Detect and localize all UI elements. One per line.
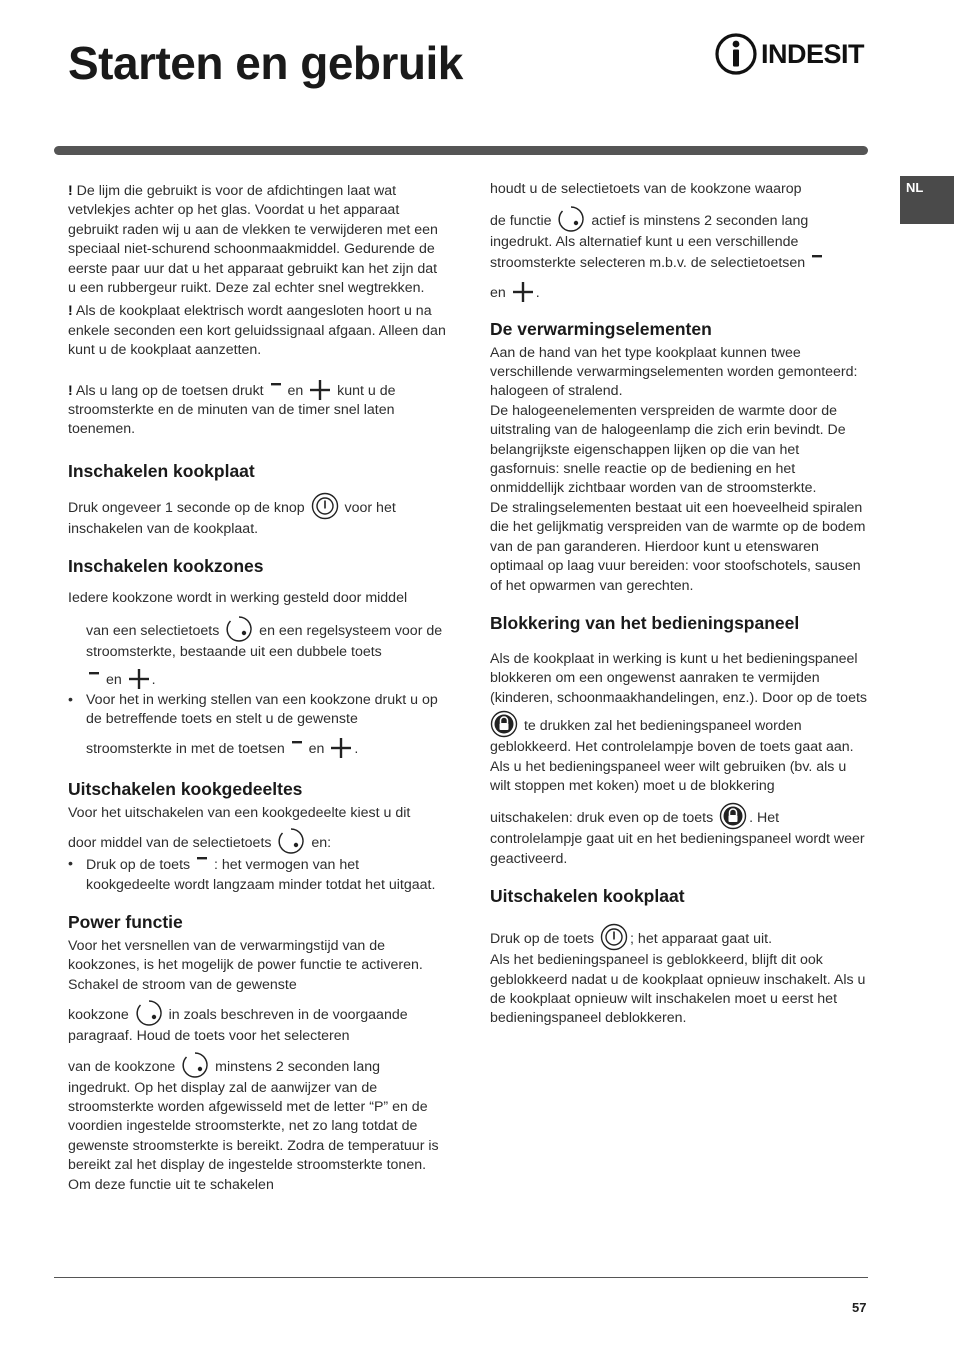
warning-mark: ! [68,303,73,320]
minus-icon [88,670,100,690]
zone-select-icon [225,615,253,643]
page-number: 57 [852,1300,867,1315]
warning-glue: ! De lijm die gebruikt is voor de afdichtingen laat wat vetvlekjes achter op het glas. Voordat u het apparaat gebruikt raden wij u aan de vlekken te verwijderen met een speciaal niet-schurend schoonmaakmiddel. Gedurende de eerste paar uur dat u het apparaat gebruikt kan het zijn dat u een rubbergeur ruikt. Deze zal echter snel wegtrekken. [68,183,438,297]
indesit-logo-icon [714,32,758,76]
section-title: Inschakelen kookplaat [68,460,255,481]
plus-icon [128,668,150,690]
plus-icon [309,379,331,401]
section-title: Uitschakelen kookplaat [490,886,685,907]
minus-icon [811,253,823,273]
warning-mark: ! [68,382,73,399]
zone-select-icon [557,205,585,233]
zone-select-icon [277,827,305,855]
header-rule [54,146,868,155]
lock-icon [719,802,747,830]
list-item: • Druk op de toets : het vermogen van het kookgedeelte wordt langzaam minder totdat het uitgaat. [68,856,436,893]
minus-icon [196,855,208,875]
page-title: Starten en gebruik [68,37,463,89]
list-item: • Voor het in werking stellen van een kookzone drukt u op de betreffende toets en stelt u de gewenste stroomsterkte in met de toetsen en . [68,691,438,758]
minus-icon [291,739,303,759]
plus-icon [330,737,352,759]
minus-icon [270,381,282,401]
section-title: Uitschakelen kookgedeeltes [68,778,303,799]
brand-name: INDESIT [761,38,865,69]
brand-logo [714,32,864,76]
section-title: Power functie [68,911,183,932]
power-button-icon [600,923,628,951]
warning-hold-keys: ! Als u lang op de toetsen drukt en kunt u de stroomsterkte en de minuten van de timer snel laten toenemen. [68,379,446,440]
power-button-icon [311,492,339,520]
section-title: De verwarmingselementen [490,318,712,339]
section-title: Blokkering van het bedieningspaneel [490,612,800,633]
left-column: ! De lijm die gebruikt is voor de afdichtingen laat wat vetvlekjes achter op het glas. Voordat u het apparaat gebruikt raden wij u aan de vlekken te verwijderen met een speciaal niet-schurend schoonmaakmiddel. Gedurende de eerste paar uur dat u het apparaat gebruikt kan het zijn dat u een rubbergeur ruikt. Deze zal echter snel wegtrekken. ! Als de kookplaat elektrisch wordt aangesloten hoort u na enkele seconden een kort geluidssignaal afgaan. Alleen dan kunt u de kookplaat aanzetten. ! Als u lang op de toetsen drukt en kunt u de stroomsterkte en de minuten van de timer snel laten toenemen. Inschakelen kookplaat Druk ongeveer 1 seconde op de knop voor het inschakelen van de kookplaat. Inschakelen kookzones Iedere kookzone wordt in werking gesteld door middel van een selectietoets en een regelsysteem voor de stroomsterkte, bestaande uit een dubbele toets en . • Voor het in werking stellen van een kookzone drukt u op de betreffende toets en stelt u de gewenste stroomsterkte in met de toetsen en . Uitschakelen kookgedeeltes Voor het uitschakelen van een kookgedeelte kiest u dit door middel van de selectietoets en: • Druk op de toets : het vermogen van het kookgedeelte wordt langzaam minder totdat het uitgaat. Power functie Voor het versnellen van de verwarmingstijd van de kookzones, is het mogelijk de power functie te activeren. Schakel de stroom van de gewenste kookzone in zoals beschreven in de voorgaande paragraaf. Houd de toets voor het selecteren van de kookzone minstens 2 seconden lang ingedrukt. Op het display zal de aanwijzer van de stroomsterkte worden afgewisseld met de letter “P” en de voordien ingestelde stroomsterkte, net zo lang totdat de gewenste stroomsterkte is bereikt. Zodra de temperatuur is bereikt zal het display de ingestelde stroomsterkte tonen. Om deze functie uit te schakelen [68,183,446,1193]
lock-icon [490,710,518,738]
section-title: Inschakelen kookzones [68,556,264,577]
plus-icon [512,281,534,303]
footer-rule [54,1277,868,1278]
language-tab: NL [900,176,954,224]
zone-select-icon [135,999,163,1027]
zone-select-icon [181,1051,209,1079]
right-column: houdt u de selectietoets van de kookzone waarop de functie actief is minstens 2 seconden lang ingedrukt. Als alternatief kunt u een verschillende stroomsterkte selecteren m.b.v. de selectietoetsen en . De verwarmingselementen Aan de hand van het type kookplaat kunnen twee verschillende verwarmingselementen worden gemonteerd: halogeen of stralend. De halogeenelementen verspreiden de warmte door de uitstraling van de halogeenlamp die zich erin bevindt. De belangrijkste eigenschappen lijken op die van het gasfornuis: snelle reactie op de bediening en het onmiddellijk zichtbaar worden van de stroomsterkte. De stralingselementen bestaat uit een hoeveelheid spiralen die het gelijkmatig verspreiden van de warmte op de bodem van de pan garanderen. Hierdoor kunt u etenswaren optimaal op laag vuur bereiden: voor stoofschotels, sausen of het opwarmen van gerechten. Blokkering van het bedieningspaneel Als de kookplaat in werking is kunt u het bedieningspaneel blokkeren om een ongewenst aanraken te vermijden (kinderen, schoonmaakhandelingen, enz.). Door op de toets te drukken zal het bedieningspaneel worden geblokkeerd. Het controlelampje boven de toets gaat aan. Als u het bedieningspaneel weer wilt gebruiken (bv. als u wilt stoppen met koken) moet u de blokkering uitschakelen: druk even op de toets . Het controlelampje gaat uit en het bedieningspaneel wordt weer geactiveerd. Uitschakelen kookplaat Druk op de toets ; het apparaat gaat uit. Als het bedieningspaneel is geblokkeerd, blijft dit ook geblokkeerd nadat u de kookplaat opnieuw inschakelt. Als u de kookplaat opnieuw wilt inschakelen moet u eerst het bedieningspaneel deblokkeren. [490,180,870,1029]
warning-mark: ! [68,183,73,199]
warning-signal: ! Als de kookplaat elektrisch wordt aangesloten hoort u na enkele seconden een kort geluidssignaal afgaan. Alleen dan kunt u de kookplaat aanzetten. [68,303,446,359]
